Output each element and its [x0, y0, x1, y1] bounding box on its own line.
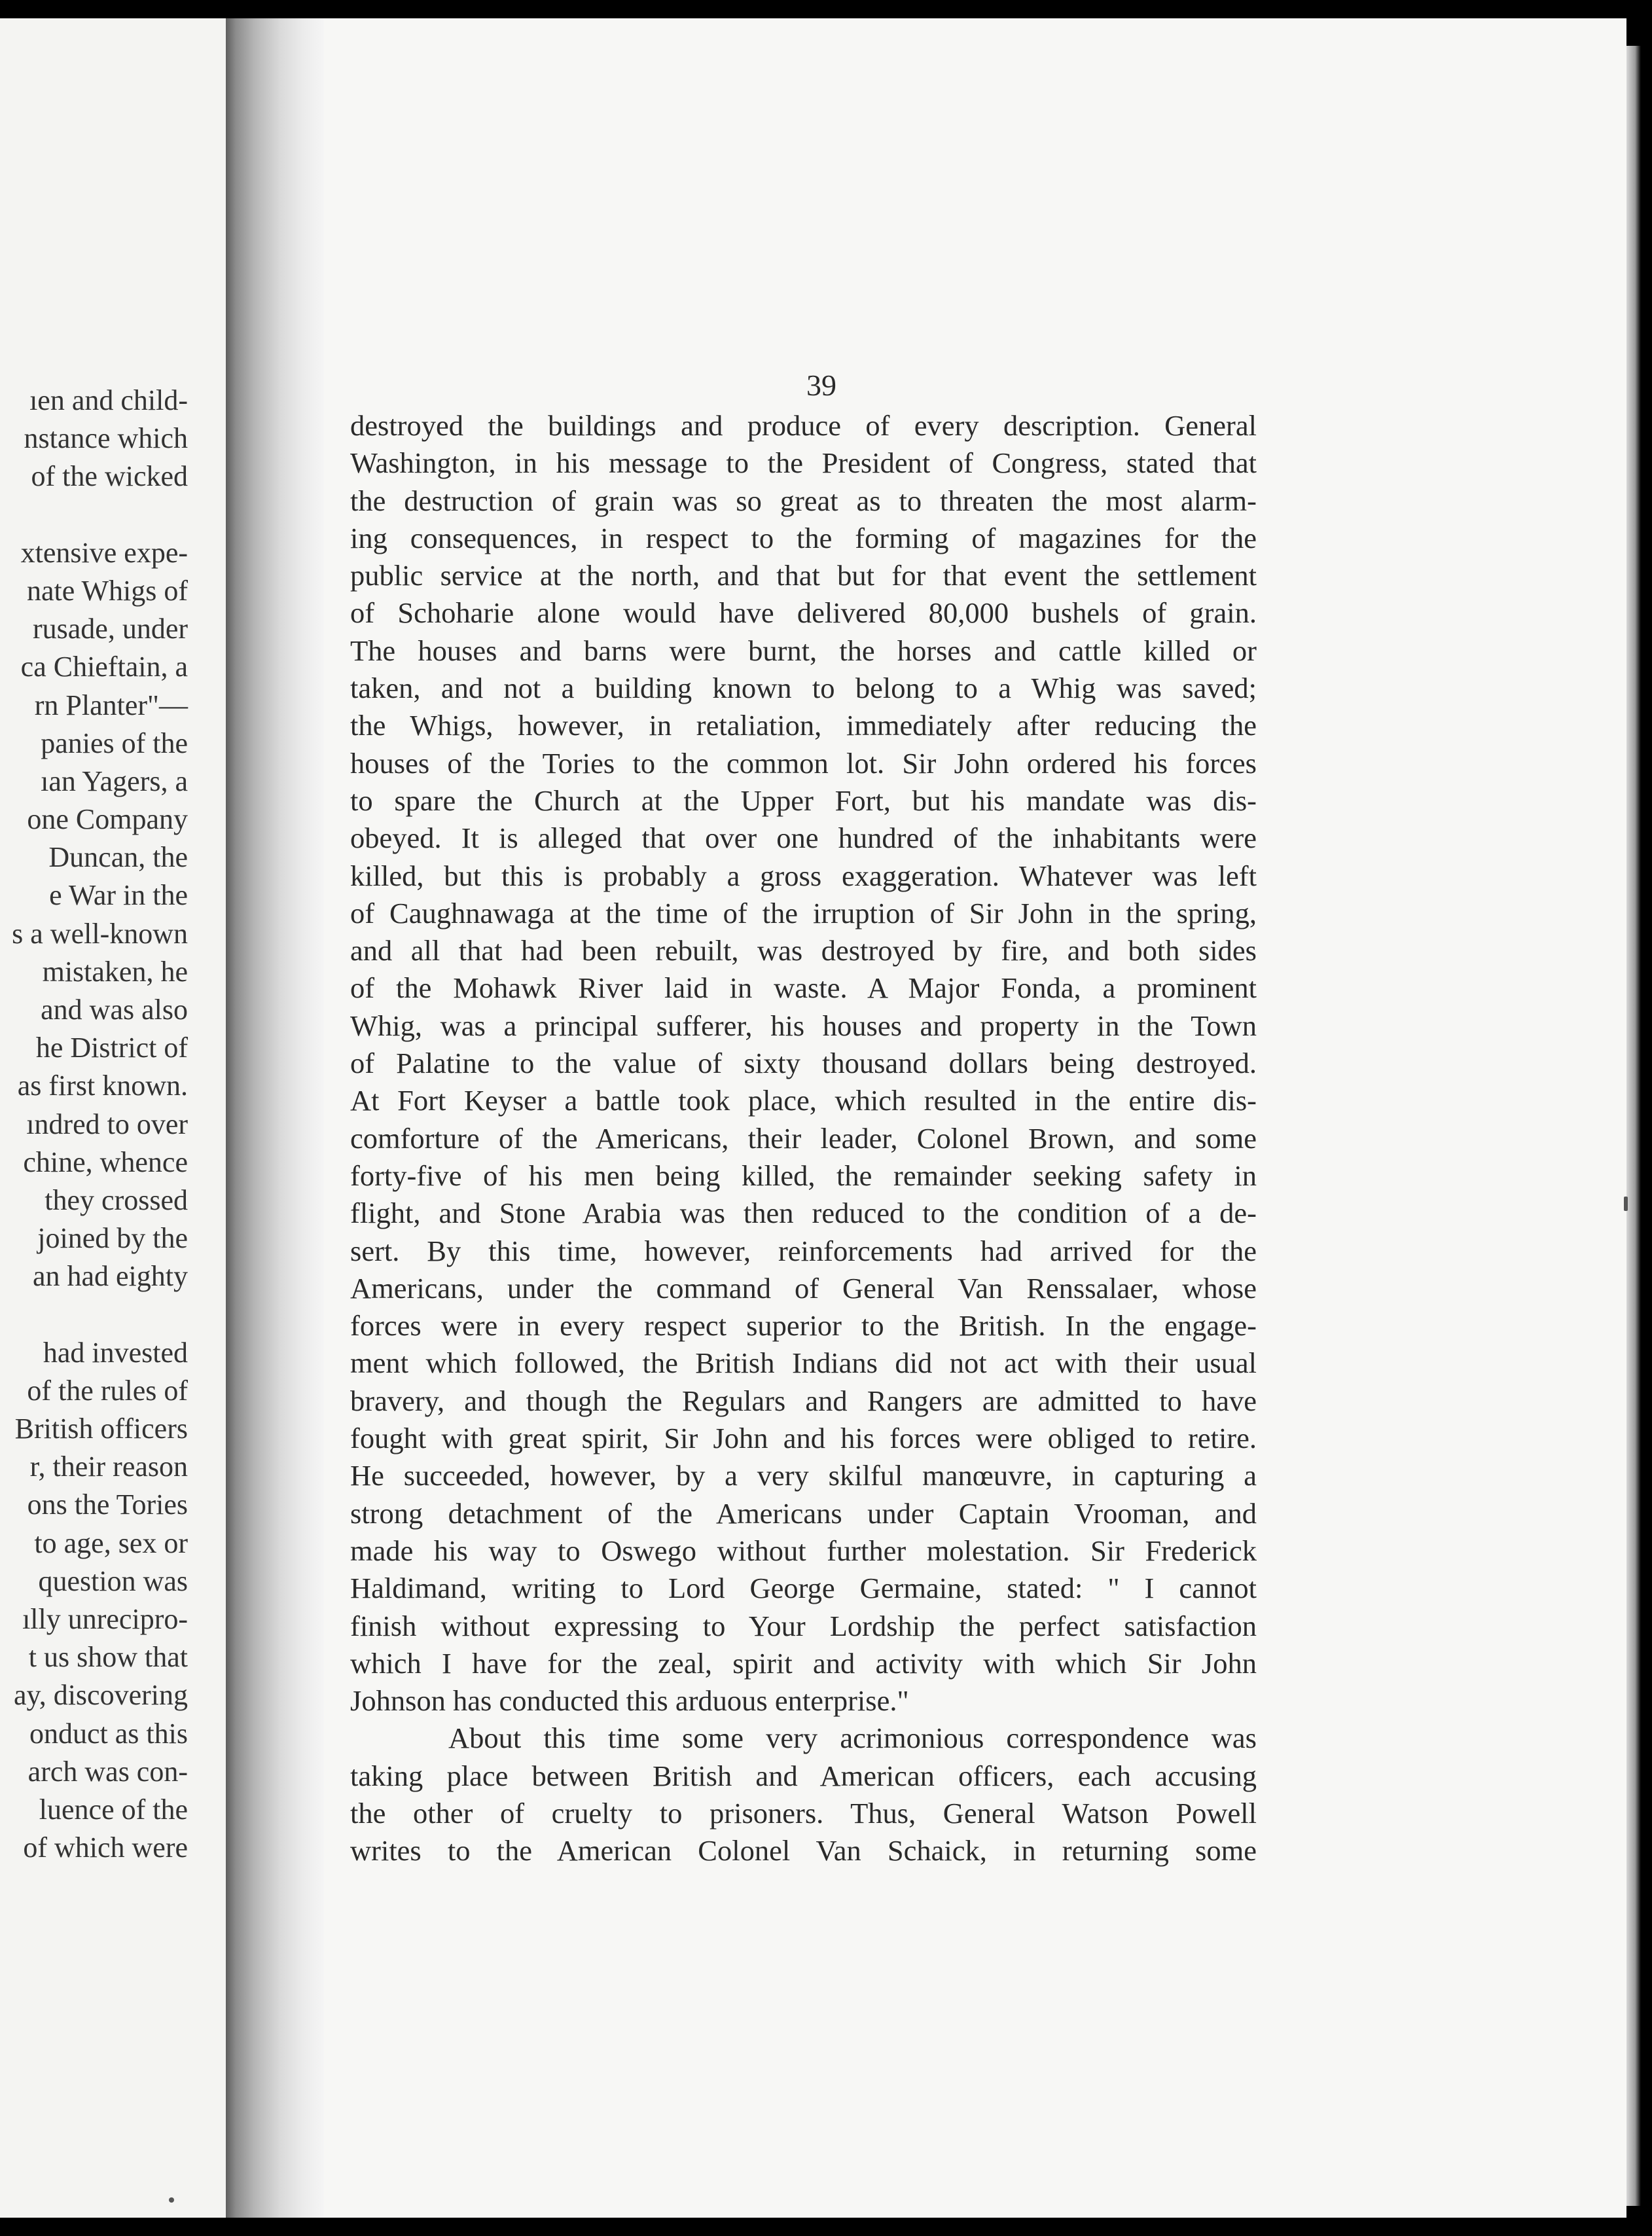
body-text-line: forces were in every respect superior to the British. In the engage-: [350, 1309, 1257, 1343]
body-text-line: Whig, was a principal sufferer, his houses and property in the Town: [350, 1009, 1257, 1042]
previous-page-line: had invested: [43, 1336, 188, 1369]
body-text-line: of Caughnawaga at the time of the irruption of Sir John in the spring,: [350, 896, 1257, 929]
body-text-line: which I have for the zeal, spirit and activity with which Sir John: [350, 1646, 1257, 1680]
body-text-line: finish without expressing to Your Lordship the perfect satisfaction: [350, 1609, 1257, 1642]
previous-page-line: t us show that: [28, 1641, 188, 1674]
body-text-line: killed, but this is probably a gross exaggeration. Whatever was left: [350, 859, 1257, 892]
previous-page-line: joined by the: [37, 1222, 188, 1255]
previous-page-line: [0, 496, 188, 534]
body-text-line: public service at the north, and that but for that event the settlement: [350, 559, 1257, 592]
previous-page-line: as first known.: [17, 1070, 188, 1102]
body-text-line: of Palatine to the value of sixty thousand dollars being destroyed.: [350, 1047, 1257, 1080]
previous-page-line: one Company: [27, 803, 188, 836]
previous-page-line: of which were: [23, 1831, 188, 1864]
previous-page-line: to age, sex or: [34, 1526, 188, 1559]
page-number: 39: [806, 369, 836, 402]
previous-page-line: Duncan, the: [48, 841, 188, 874]
previous-page-line: rusade, under: [32, 613, 188, 645]
previous-page-line: chine, whence: [23, 1145, 188, 1178]
body-text-line: ment which followed, the British Indians did not act with their usual: [350, 1346, 1257, 1380]
previous-page-line: question was: [38, 1564, 188, 1597]
previous-page-text: [0, 382, 188, 1867]
body-text-line: The houses and barns were burnt, the horses and cattle killed or: [350, 634, 1257, 667]
body-text-line: taken, and not a building known to belong to a Whig was saved;: [350, 672, 1257, 705]
previous-page-line: of the wicked: [31, 460, 188, 493]
previous-page-line: an had eighty: [32, 1260, 188, 1293]
scan-speck: [169, 2197, 174, 2203]
body-text-line: sert. By this time, however, reinforcements had arrived for the: [350, 1234, 1257, 1267]
body-text-line: flight, and Stone Arabia was then reduced to the condition of a de-: [350, 1197, 1257, 1230]
previous-page-line: ıan Yagers, a: [41, 765, 188, 797]
scan-speck: [1624, 1197, 1628, 1211]
previous-page-line: s a well-known: [12, 917, 188, 950]
body-text-line: the other of cruelty to prisoners. Thus, General Watson Powell: [350, 1796, 1257, 1830]
page-edge-shadow: [1626, 46, 1641, 2206]
body-text-line: obeyed. It is alleged that over one hundred of the inhabitants were: [350, 821, 1257, 855]
book-gutter-shadow: [226, 18, 324, 2218]
previous-page-line: mistaken, he: [42, 955, 188, 988]
previous-page-line: luence of the: [39, 1793, 188, 1826]
body-text-line: taking place between British and American officers, each accusing: [350, 1759, 1257, 1792]
body-text-line: bravery, and though the Regulars and Rangers are admitted to have: [350, 1384, 1257, 1417]
body-text-line: strong detachment of the Americans under Captain Vrooman, and: [350, 1496, 1257, 1530]
previous-page-line: ay, discovering: [14, 1679, 188, 1712]
previous-page-line: ıen and child-: [29, 384, 188, 416]
body-text-line: Johnson has conducted this arduous enterprise.": [350, 1684, 909, 1718]
previous-page-line: they crossed: [45, 1183, 188, 1216]
body-text-line: the destruction of grain was so great as to threaten the most alarm-: [350, 484, 1257, 517]
previous-page-line: e War in the: [49, 879, 188, 912]
body-text-line: fought with great spirit, Sir John and his forces were obliged to retire.: [350, 1422, 1257, 1455]
previous-page: [0, 18, 226, 2218]
body-text-line: to spare the Church at the Upper Fort, but his mandate was dis-: [350, 784, 1257, 817]
body-text-line: houses of the Tories to the common lot. Sir John ordered his forces: [350, 746, 1257, 780]
body-text-line: ing consequences, in respect to the forming of magazines for the: [350, 521, 1257, 554]
body-text-line: Americans, under the command of General Van Renssalaer, whose: [350, 1271, 1257, 1305]
body-text-line: and all that had been rebuilt, was destroyed by fire, and both sides: [350, 934, 1257, 967]
previous-page-line: rn Planter"—: [34, 689, 188, 721]
body-text-line: He succeeded, however, by a very skilful manœuvre, in capturing a: [350, 1459, 1257, 1492]
previous-page-line: of the rules of: [27, 1374, 188, 1407]
body-text-line: the Whigs, however, in retaliation, immediately after reducing the: [350, 709, 1257, 742]
previous-page-line: xtensive expe-: [20, 536, 188, 569]
previous-page-line: onduct as this: [29, 1717, 188, 1750]
previous-page-line: ons the Tories: [27, 1488, 188, 1521]
body-text-line: Washington, in his message to the President of Congress, stated that: [350, 446, 1257, 480]
body-text-line: Haldimand, writing to Lord George Germaine, stated: " I cannot: [350, 1572, 1257, 1605]
previous-page-line: and was also: [41, 994, 188, 1026]
previous-page-line: nstance which: [24, 422, 188, 455]
body-text-line: forty-five of his men being killed, the remainder seeking safety in: [350, 1159, 1257, 1192]
previous-page-line: arch was con-: [27, 1755, 188, 1788]
previous-page-line: ılly unrecipro-: [22, 1603, 188, 1635]
previous-page-line: he District of: [35, 1032, 188, 1064]
previous-page-line: [0, 1296, 188, 1334]
body-text-line: About this time some very acrimonious correspondence was: [448, 1722, 1257, 1755]
body-text-line: destroyed the buildings and produce of every description. General: [350, 409, 1257, 442]
previous-page-line: British officers: [14, 1413, 188, 1445]
body-text-line: of the Mohawk River laid in waste. A Major Fonda, a prominent: [350, 971, 1257, 1005]
body-text-line: made his way to Oswego without further molestation. Sir Frederick: [350, 1534, 1257, 1567]
previous-page-line: ındred to over: [26, 1108, 188, 1140]
previous-page-line: ca Chieftain, a: [20, 651, 188, 683]
body-text-line: At Fort Keyser a battle took place, which resulted in the entire dis-: [350, 1084, 1257, 1117]
body-text-line: writes to the American Colonel Van Schaick, in returning some: [350, 1834, 1257, 1867]
body-text-line: of Schoharie alone would have delivered 80,000 bushels of grain.: [350, 596, 1257, 630]
previous-page-line: panies of the: [41, 727, 188, 759]
previous-page-line: r, their reason: [29, 1451, 188, 1483]
page-body-text: [350, 407, 1257, 1870]
body-text-line: comforture of the Americans, their leader, Colonel Brown, and some: [350, 1121, 1257, 1155]
previous-page-line: nate Whigs of: [26, 574, 188, 607]
